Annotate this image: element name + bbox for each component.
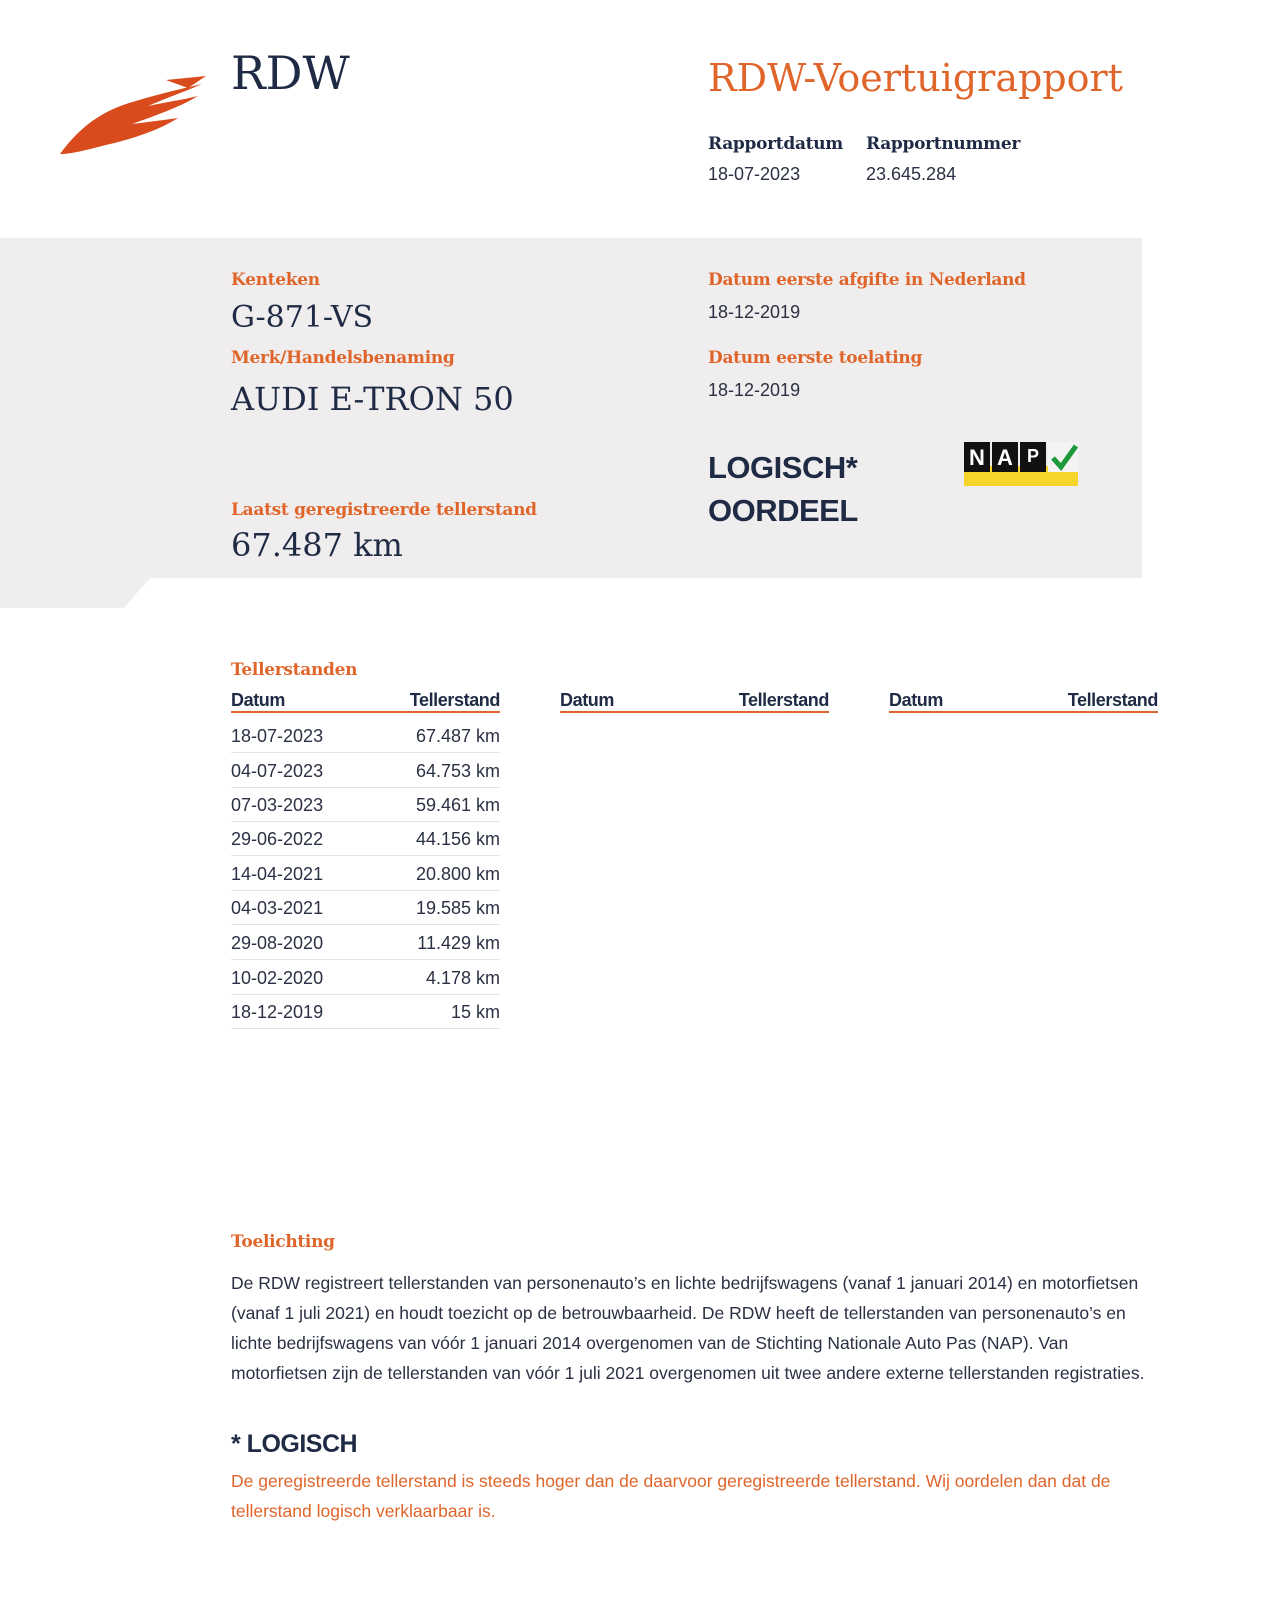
oordeel-line2: OORDEEL [708, 493, 858, 528]
report-title: RDW-Voertuigrapport [708, 56, 1123, 100]
col-tellerstand-1: Tellerstand [409, 690, 500, 710]
rapportdatum-value: 18-07-2023 [708, 164, 801, 184]
table-row [231, 856, 500, 891]
row-datum: 04-07-2023 [231, 761, 324, 781]
row-tellerstand: 20.800 km [415, 864, 500, 884]
afgifte-label: Datum eerste afgifte in Nederland [708, 270, 1026, 290]
header-underline-1 [231, 711, 500, 713]
row-tellerstand: 15 km [450, 1002, 500, 1022]
oordeel-line1: LOGISCH* [708, 450, 858, 485]
row-datum: 18-12-2019 [231, 1002, 324, 1022]
header-underline-2 [560, 711, 829, 713]
table-row [231, 753, 500, 788]
row-datum: 10-02-2020 [231, 968, 324, 988]
logisch-heading: * LOGISCH [231, 1430, 358, 1458]
row-datum: 29-06-2022 [231, 829, 324, 849]
brand-name: RDW [231, 46, 350, 100]
row-tellerstand: 59.461 km [415, 795, 500, 815]
toelating-value: 18-12-2019 [708, 380, 801, 400]
merk-label: Merk/Handelsbenaming [231, 348, 455, 368]
kenteken-value: G-871-VS [231, 300, 374, 335]
toelichting-text: De RDW registreert tellerstanden van personenauto’s en lichte bedrijfswagens (vanaf 1 januari 2014) en motorfietsen (vanaf 1 juli 2021) en houdt toezicht op de betrouwbaarheid. De RDW heeft de tellerstanden van personenauto’s en lichte bedrijfswagens van vóór 1 januari 2014 overgenomen van de Stichting Nationale Auto Pas (NAP). Van motorfietsen zijn de tellerstanden van vóór 1 juli 2021 overgenomen uit twee andere externe tellerstanden registraties. [231, 1273, 1145, 1383]
toelichting-title: Toelichting [231, 1232, 335, 1252]
oordeel [708, 446, 858, 532]
laatst-label: Laatst geregistreerde tellerstand [231, 500, 537, 520]
header-underline-3 [889, 711, 1158, 713]
rapportnummer-value: 23.645.284 [866, 164, 957, 184]
vehicle-panel [0, 238, 1142, 608]
laatst-value: 67.487 km [231, 526, 403, 564]
table-row [231, 925, 500, 960]
nap-logo [964, 442, 1078, 486]
nap-letter-a: A [997, 445, 1013, 470]
table-row [231, 821, 500, 856]
row-tellerstand: 64.753 km [415, 761, 500, 781]
afgifte-value: 18-12-2019 [708, 302, 801, 322]
col-datum-3: Datum [889, 690, 944, 710]
row-tellerstand: 19.585 km [415, 898, 500, 918]
row-tellerstand: 44.156 km [415, 829, 500, 849]
rapportnummer-label: Rapportnummer [866, 134, 1021, 154]
row-tellerstand: 11.429 km [417, 933, 500, 953]
col-datum-1: Datum [231, 690, 286, 710]
toelating-label: Datum eerste toelating [708, 348, 923, 368]
row-tellerstand: 67.487 km [415, 726, 500, 746]
table-row [231, 890, 500, 925]
row-datum: 18-07-2023 [231, 726, 324, 746]
col-tellerstand-2: Tellerstand [738, 690, 829, 710]
rdw-logo [56, 74, 206, 160]
col-tellerstand-3: Tellerstand [1067, 690, 1158, 710]
kenteken-label: Kenteken [231, 270, 320, 290]
logisch-text: De geregistreerde tellerstand is steeds hoger dan de daarvoor geregistreerde tellerstand. Wij oordelen dan dat de tellerstand logisch verklaarbaar is. [231, 1471, 1111, 1521]
row-datum: 14-04-2021 [231, 864, 324, 884]
row-datum: 04-03-2021 [231, 898, 324, 918]
row-tellerstand: 4.178 km [425, 968, 500, 988]
table-row [231, 994, 500, 1029]
table-row [231, 718, 500, 753]
nap-letter-n: N [969, 445, 985, 470]
row-datum: 07-03-2023 [231, 795, 324, 815]
nap-letter-p: P [1026, 446, 1040, 466]
rapportdatum-label: Rapportdatum [708, 134, 843, 154]
table-row [231, 787, 500, 822]
merk-value: AUDI E-TRON 50 [231, 380, 514, 418]
col-datum-2: Datum [560, 690, 615, 710]
tellerstanden-title: Tellerstanden [231, 660, 358, 680]
table-row [231, 960, 500, 995]
row-datum: 29-08-2020 [231, 933, 324, 953]
